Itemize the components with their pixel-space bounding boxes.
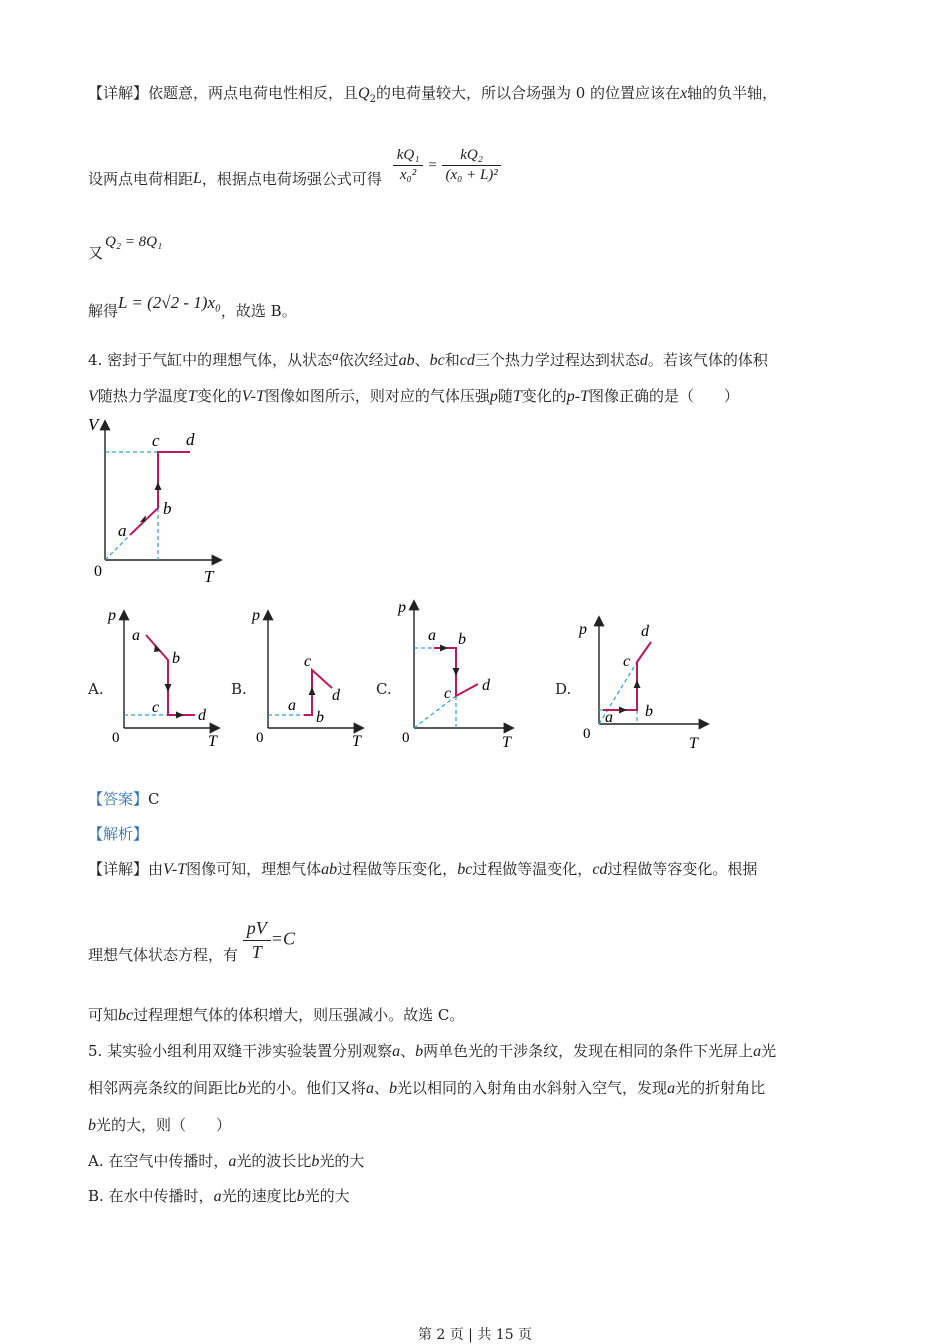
prev-detail-line: 【详解】依题意，两点电荷电性相反，且$Q_2$的电荷量较大，所以合场强为 0 的位置应该在x轴的负半轴， [88,84,778,105]
eq1-right-fraction: $\frac{\text{kQ₂}}{\text{(x₀ + L)²}}$ [441,147,501,184]
svg-text:0: 0 [256,730,264,746]
svg-text:c: c [623,653,631,670]
option-d-graph[interactable] [575,612,715,752]
svg-text:a: a [288,697,296,714]
q4-detail-line: 【详解】由V-T图像可知，理想气体ab过程做等压变化，bc过程做等温变化，cd过程做等容变化。根据 [88,860,758,878]
svg-text:a: a [132,627,140,644]
svg-text:c: c [444,685,452,702]
option-b-letter[interactable]: B. [231,680,247,698]
vt-x-axis-label: T [204,567,214,586]
svg-text:d: d [641,623,649,640]
svg-text:0: 0 [583,726,591,742]
q5-option-a[interactable]: A. 在空气中传播时，a光的波长比b光的大 [88,1152,365,1170]
svg-text:0: 0 [112,730,120,746]
eq3: L = (2√2 - 1)x₀ [118,293,221,312]
svg-text:p: p [579,621,587,638]
svg-text:b: b [458,631,466,648]
option-c-letter[interactable]: C. [376,680,392,698]
analysis-line [88,823,148,844]
svg-text:T: T [352,733,361,750]
svg-text:p: p [252,607,260,624]
eq1-left-fraction: $\frac{\text{kQ₁}}{\text{x₀²}}$ [393,147,424,184]
q5-option-b[interactable]: B. 在水中传播时，a光的速度比b光的大 [88,1187,350,1205]
answer-label: 【答案】 [88,790,149,808]
answer-value: C [148,790,160,808]
svg-text:d: d [186,430,195,449]
svg-text:0: 0 [402,730,410,746]
svg-text:d: d [332,687,340,704]
q4-line1: 4. 密封于气缸中的理想气体，从状态a依次经过ab、bc和cd三个热力学过程达到状态d。若该气体的体积 [88,348,768,369]
svg-text:T: T [502,734,511,750]
svg-text:c: c [152,431,160,450]
svg-text:T: T [208,733,217,750]
q5-line2: 相邻两亮条纹的间距比b光的小。他们又将a、b光以相同的入射角由水斜射入空气，发现a光的折射角比 [88,1079,766,1097]
svg-text:b: b [163,499,172,518]
svg-text:c: c [304,653,312,670]
option-d-letter[interactable]: D. [555,680,572,698]
option-a-graph[interactable] [100,600,230,750]
q5-line3: b光的大，则（ ） [88,1116,232,1134]
prev-solve-line: 解得L = (2√2 - 1)x₀，故选 B。 [88,293,297,320]
analysis-label: 【解析】 [88,825,149,843]
answer-line [88,788,160,809]
option-c-graph[interactable] [390,594,520,750]
vt-y-axis-label: V [88,415,99,434]
svg-text:a: a [428,627,436,644]
state-eq-fraction: $\frac{pV}{T}$ [243,918,271,963]
prev-setup-line: 设两点电荷相距L，根据点电荷场强公式可得 $\frac{\text{kQ₁}}{\text{x₀²}}$ = $\frac{\text{kQ₂}}{\text{(x₀ + L)²}}$ [88,142,502,189]
svg-text:d: d [482,677,490,694]
q4-conclusion: 可知bc过程理想气体的体积增大，则压强减小。故选 C。 [88,1006,465,1024]
svg-text:p: p [108,607,116,624]
svg-text:b: b [172,650,180,667]
option-a-letter[interactable]: A. [88,680,104,698]
page-footer: 第 2 页 | 共 15 页 [417,1327,533,1343]
svg-text:c: c [152,699,160,716]
state-eq-line: 理想气体状态方程，有 $\frac{pV}{T}$ =C [88,918,295,964]
prev-again-line: 又Q₂ = 8Q₁ [88,234,163,262]
vt-origin: 0 [94,563,102,580]
svg-text:a: a [605,709,613,726]
svg-text:p: p [398,599,406,616]
vt-graph [80,410,240,590]
svg-text:T: T [689,735,698,752]
q4-line2: V随热力学温度T变化的V-T图像如图所示，则对应的气体压强p随T变化的p-T图像正确的是（ ） [88,387,740,405]
option-b-graph[interactable] [244,600,374,750]
svg-text:b: b [645,703,653,720]
svg-text:d: d [198,707,206,724]
eq2: Q₂ = 8Q₁ [105,234,163,250]
q5-line1: 5. 某实验小组利用双缝干涉实验装置分别观察a、b两单色光的干涉条纹，发现在相同的条件下光屏上a光 [88,1042,777,1060]
svg-text:b: b [316,709,324,726]
svg-text:a: a [118,521,127,540]
detail-label: 【详解】 [88,84,149,102]
